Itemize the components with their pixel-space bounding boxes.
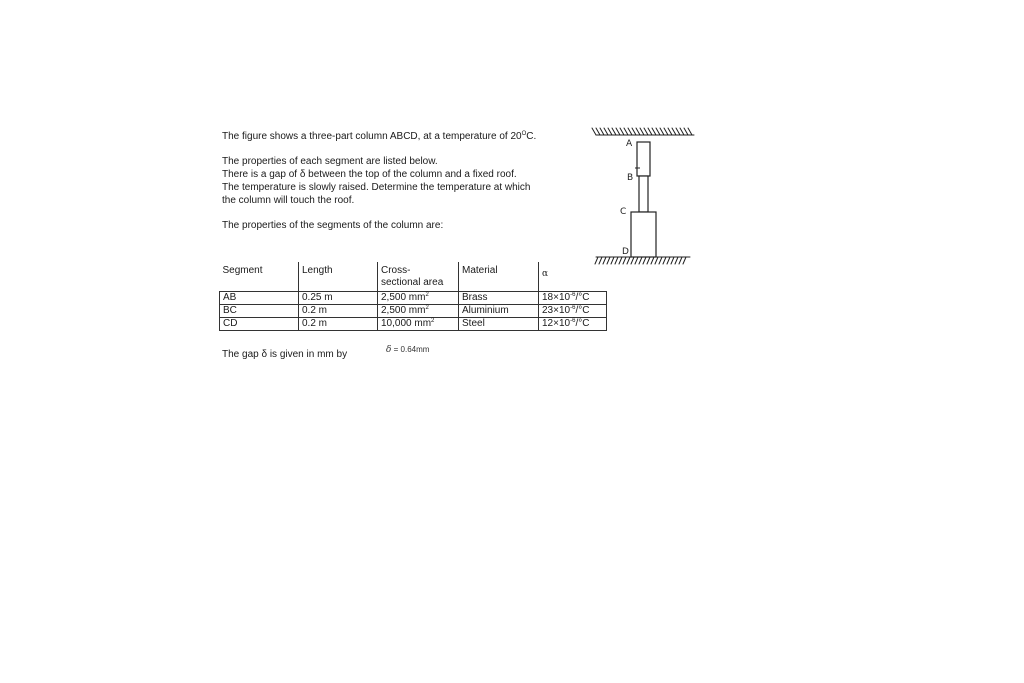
cell-length: 0.25 m bbox=[299, 292, 378, 305]
roof-hatching bbox=[592, 128, 692, 135]
cell-material: Steel bbox=[459, 318, 539, 331]
segment-ab bbox=[637, 142, 650, 176]
cell-material: Brass bbox=[459, 292, 539, 305]
segment-cd bbox=[631, 212, 656, 257]
cell-area: 10,000 $mm^2$ bbox=[378, 318, 459, 331]
gap-value-text: = 0.64mm bbox=[393, 345, 430, 354]
cell-area: 2,500 $mm^2$ bbox=[378, 292, 459, 305]
intro-line-2: The properties of each segment are listed below. bbox=[222, 156, 438, 167]
degree-symbol: O bbox=[521, 131, 527, 137]
intro-line-6: The properties of the segments of the column are: bbox=[222, 220, 444, 231]
label-a: A bbox=[626, 139, 633, 149]
delta-symbol: δ bbox=[386, 345, 392, 355]
ground-hatching bbox=[595, 257, 686, 264]
column bbox=[631, 142, 656, 257]
header-alpha: α bbox=[539, 262, 607, 292]
intro-line-1-text: The figure shows a three-part column ABCD, at a temperature of 20 bbox=[222, 131, 522, 142]
label-b: B bbox=[627, 173, 634, 183]
gap-text: The gap δ is given in mm by bbox=[222, 349, 348, 360]
label-d: D bbox=[622, 247, 629, 257]
table-header-row bbox=[220, 262, 607, 292]
cell-length: 0.2 m bbox=[299, 318, 378, 331]
header-area-line-2: sectional area bbox=[381, 277, 444, 288]
header-segment: Segment bbox=[222, 265, 263, 276]
table-row bbox=[220, 292, 607, 305]
cell-segment: BC bbox=[220, 305, 299, 318]
cell-length: 0.2 m bbox=[299, 305, 378, 318]
intro-line-1 bbox=[222, 130, 536, 143]
table-row bbox=[220, 305, 607, 318]
cell-material: Aluminium bbox=[459, 305, 539, 318]
segment-bc bbox=[639, 176, 648, 212]
header-area-line-1: Cross- bbox=[381, 265, 411, 276]
cell-alpha: $18\times 10^{-6}/^\circ C$ bbox=[539, 292, 607, 305]
gap-value bbox=[386, 345, 429, 355]
cell-segment: AB bbox=[220, 292, 299, 305]
column-figure bbox=[590, 118, 700, 268]
intro-line-3: There is a gap of δ between the top of the column and a fixed roof. bbox=[222, 169, 517, 180]
table-row bbox=[220, 318, 607, 331]
roof bbox=[592, 128, 694, 135]
cell-area: 2,500 $mm^2$ bbox=[378, 305, 459, 318]
cell-alpha: $12\times 10^{-6}/^\circ C$ bbox=[539, 318, 607, 331]
ground bbox=[595, 257, 690, 264]
intro-line-4: The temperature is slowly raised. Determine the temperature at which bbox=[222, 182, 531, 193]
intro-line-1-unit: C. bbox=[526, 131, 537, 142]
label-c: C bbox=[620, 207, 627, 217]
properties-table bbox=[219, 262, 607, 331]
header-area bbox=[378, 262, 459, 292]
cell-alpha: $23\times 10^{-6}/^\circ C$ bbox=[539, 305, 607, 318]
intro-line-5: the column will touch the roof. bbox=[222, 195, 355, 206]
cell-segment: CD bbox=[220, 318, 299, 331]
header-length: Length bbox=[299, 262, 378, 292]
header-material: Material bbox=[459, 262, 539, 292]
